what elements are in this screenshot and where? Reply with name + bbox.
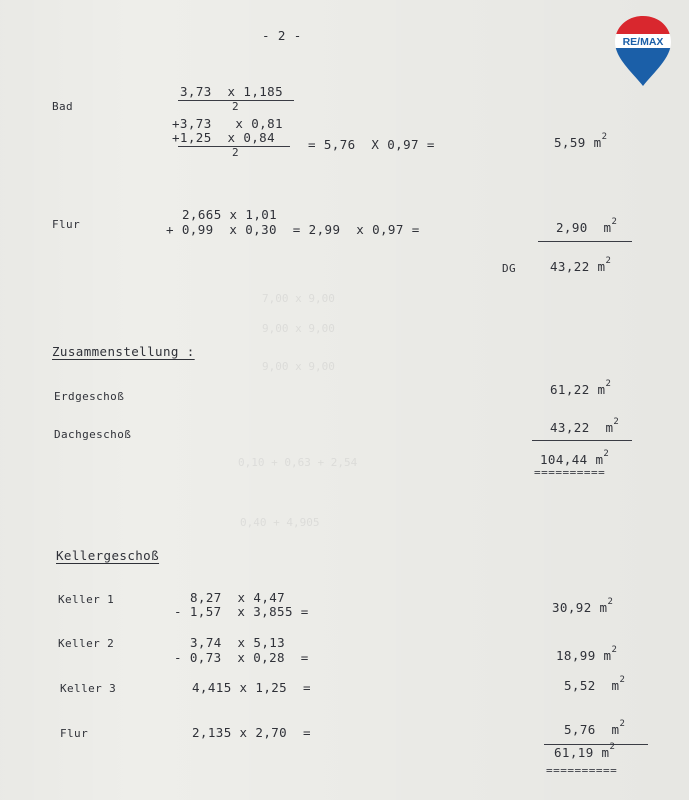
keller2-value: 18,99 $m^2$ (556, 645, 618, 663)
bad-line2: +3,73 x 0,81 (172, 116, 283, 131)
dg-label: DG (502, 262, 517, 275)
bad-line3: +1,25 x 0,84 (172, 130, 276, 145)
remax-logo (612, 14, 674, 88)
keller-flur-calc1: 2,135 x 2,70 = (192, 725, 311, 740)
keller2-calc1: 3,74 x 5,13 (190, 635, 286, 650)
double-underline: ========== (546, 764, 618, 777)
flur-dg-label: Flur (52, 218, 81, 231)
page-number: - 2 - (262, 28, 302, 43)
dachgeschoss-value: 43,22 $m^2$ (550, 417, 620, 435)
flur-dg-result: 2,90 $m^2$ (556, 217, 618, 235)
bad-result: 5,59 $m^2$ (554, 132, 608, 150)
keller1-calc1: 8,27 x 4,47 (190, 590, 286, 605)
bad-divisor1: 2 (232, 100, 240, 113)
zusammenstellung-total: 104,44 $m^2$ (540, 449, 610, 467)
keller3-value: 5,52 $m^2$ (564, 675, 626, 693)
keller-flur-value: 5,76 $m^2$ (564, 719, 626, 737)
dachgeschoss-label: Dachgeschoß (54, 428, 132, 441)
keller2-calc2: - 0,73 x 0,28 = (174, 650, 309, 665)
keller3-label: Keller 3 (60, 682, 117, 695)
logo-text: RE/MAX (622, 36, 664, 48)
keller-total: 61,19 $m^2$ (554, 742, 616, 760)
kellergeschoss-title: Kellergeschoß (56, 548, 160, 563)
sum-line (532, 440, 632, 441)
bad-calc: = 5,76 X 0,97 = (308, 137, 435, 152)
dg-total: 43,22 $m^2$ (550, 256, 612, 274)
flur-dg-line2: + 0,99 x 0,30 = 2,99 x 0,97 = (166, 222, 420, 237)
keller1-calc2: - 1,57 x 3,855 = (174, 604, 309, 619)
erdgeschoss-label: Erdgeschoß (54, 390, 125, 403)
keller1-value: 30,92 $m^2$ (552, 597, 614, 615)
flur-dg-line1: 2,665 x 1,01 (182, 207, 278, 222)
bad-label: Bad (52, 100, 74, 113)
keller3-calc1: 4,415 x 1,25 = (192, 680, 311, 695)
keller1-label: Keller 1 (58, 593, 115, 606)
zusammenstellung-title: Zusammenstellung : (52, 344, 195, 359)
keller-flur-label: Flur (60, 727, 89, 740)
sum-line (538, 241, 632, 242)
keller2-label: Keller 2 (58, 637, 115, 650)
bad-line1: 3,73 x 1,185 (180, 84, 284, 99)
bad-divisor2: 2 (232, 146, 240, 159)
erdgeschoss-value: 61,22 $m^2$ (550, 379, 612, 397)
double-underline: ========== (534, 466, 606, 479)
